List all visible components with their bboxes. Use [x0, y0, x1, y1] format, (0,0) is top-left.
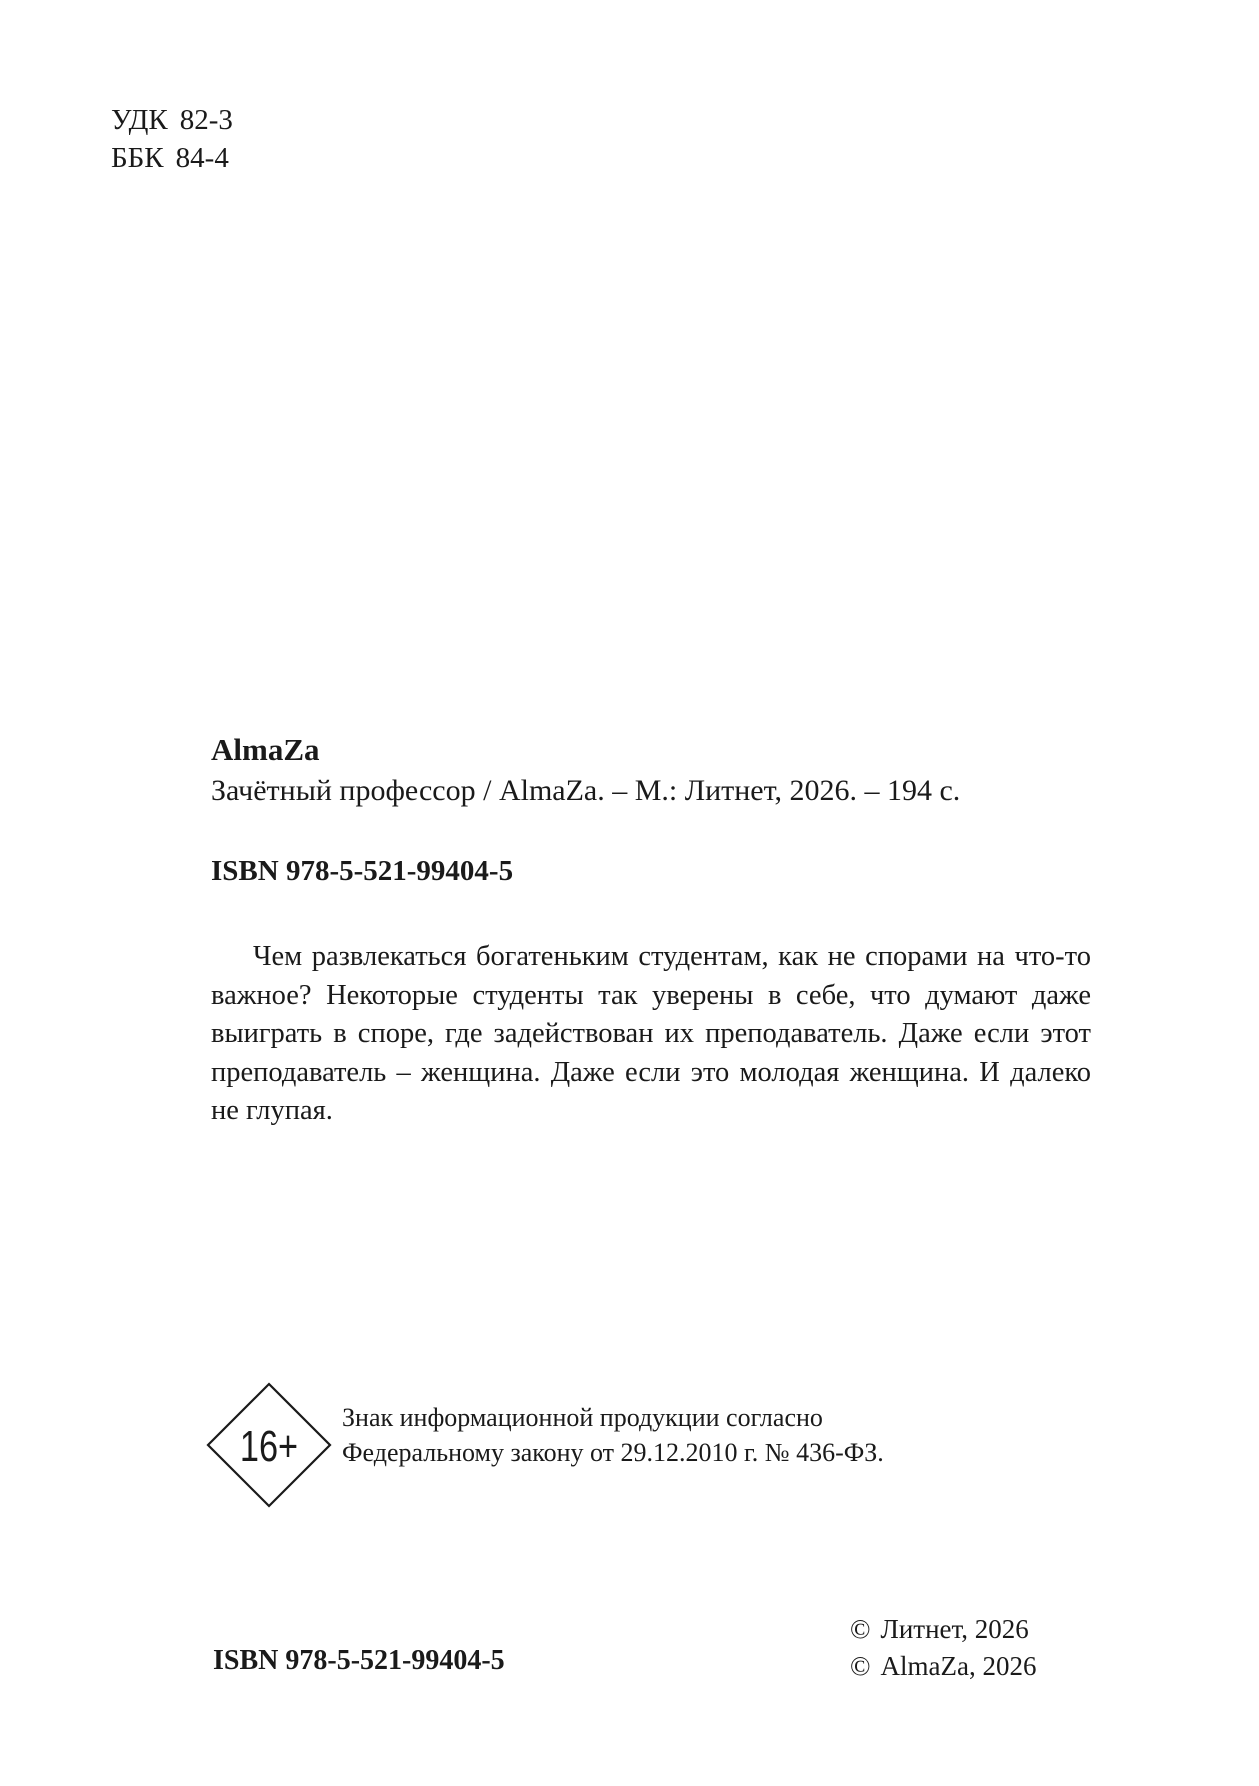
isbn-main: ISBN 978-5-521-99404-5 [211, 855, 514, 887]
udk-row [111, 101, 233, 139]
udk-label: УДК [111, 104, 168, 136]
author-name: AlmaZa [211, 732, 320, 767]
bibliographic-description: Зачётный профессор / AlmaZa. – М.: Литнет, 2026. – 194 с. [211, 774, 961, 807]
age-rating-badge: 16+ [239, 1421, 299, 1472]
classification-codes [111, 101, 233, 177]
bbk-code: 84-4 [175, 142, 229, 174]
age-rating-note-line-1: Знак информационной продукции согласно [342, 1403, 823, 1432]
copyright-author [850, 1648, 1036, 1685]
age-rating-note-line-2: Федеральному закону от 29.12.2010 г. № 436-ФЗ. [342, 1438, 884, 1467]
age-rating-note [342, 1400, 884, 1470]
copyright-publisher-text: Литнет, 2026 [880, 1614, 1029, 1644]
bbk-row [111, 139, 233, 177]
copyright-symbol: © [850, 1651, 871, 1681]
copyright-author-text: AlmaZa, 2026 [880, 1651, 1037, 1681]
copyright-publisher [850, 1611, 1036, 1648]
bbk-label: ББК [111, 142, 164, 174]
bibliographic-record [211, 730, 1091, 1131]
isbn-footer: ISBN 978-5-521-99404-5 [213, 1645, 505, 1676]
copyright-symbol: © [850, 1614, 871, 1644]
age-rating-diamond-icon [205, 1381, 333, 1509]
copyright-block [850, 1611, 1036, 1685]
annotation-text: Чем развлекаться богатеньким студентам, как не спорами на что-то важное? Некоторые студенты так уверены в себе, что думают даже выиграть в споре, где задействован их преподаватель. Даже если этот преподаватель – женщина. Даже если это молодая женщина. И далеко не глупая. [211, 941, 1091, 1126]
udk-code: 82-3 [179, 104, 233, 136]
